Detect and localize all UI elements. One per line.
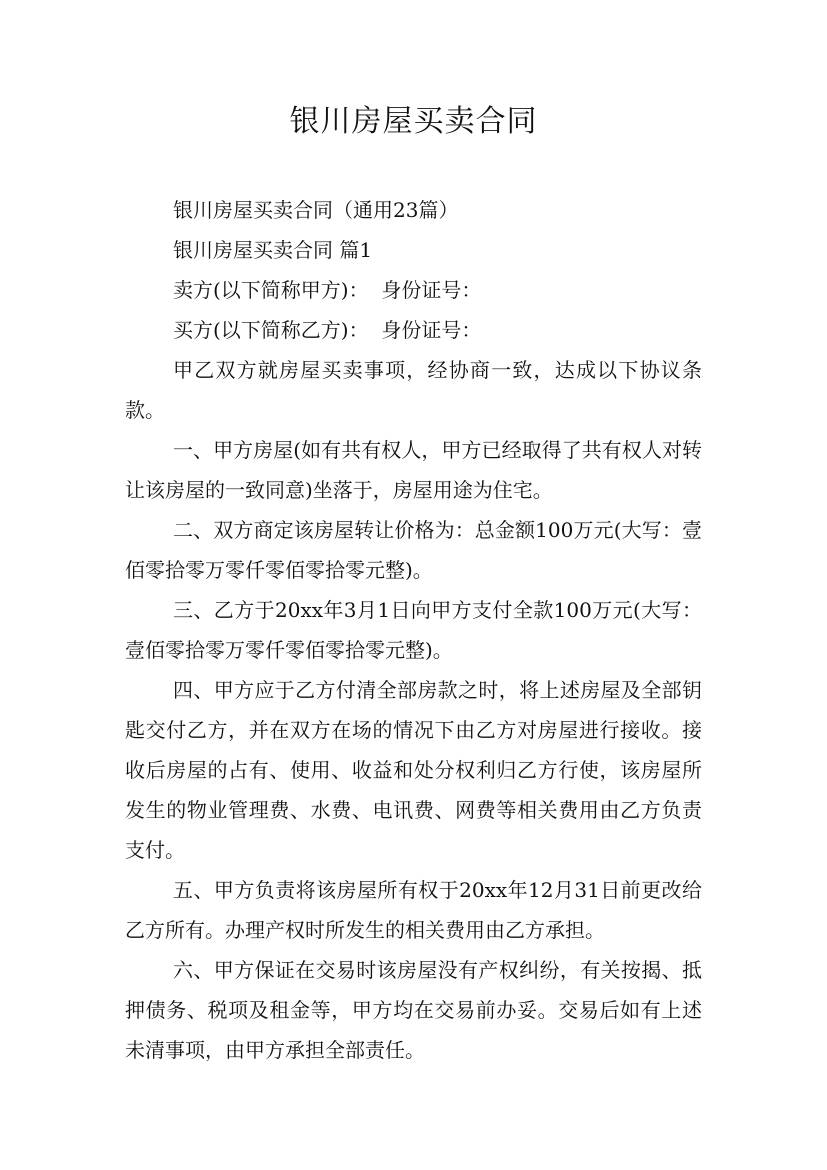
seller-line: 卖方(以下简称甲方)： 身份证号：	[173, 278, 482, 302]
paragraph-clause-5: 五、甲方负责将该房屋所有权于20xx年12月31日前更改给乙方所有。办理产权时所发生的相关费用由乙方承担。	[125, 878, 702, 942]
section-heading: 银川房屋买卖合同 篇1	[173, 238, 373, 262]
document-subtitle: 银川房屋买卖合同（通用23篇）	[173, 198, 459, 222]
paragraph-clause-3: 三、乙方于20xx年3月1日向甲方支付全款100万元(大写：壹佰零拾零万零仟零佰零拾零元整)。	[125, 598, 702, 662]
document-title: 银川房屋买卖合同	[289, 104, 538, 139]
document-body	[125, 190, 702, 1070]
buyer-line: 买方(以下简称乙方)： 身份证号：	[173, 318, 482, 342]
paragraph-clause-6: 六、甲方保证在交易时该房屋没有产权纠纷，有关按揭、抵押债务、税项及租金等，甲方均在交易前办妥。交易后如有上述未清事项，由甲方承担全部责任。	[125, 958, 702, 1062]
paragraph-clause-4: 四、甲方应于乙方付清全部房款之时，将上述房屋及全部钥匙交付乙方，并在双方在场的情况下由乙方对房屋进行接收。接收后房屋的占有、使用、收益和处分权利归乙方行使，该房屋所发生的物业管理费、水费、电讯费、网费等相关费用由乙方负责支付。	[125, 678, 702, 862]
paragraph-intro: 甲乙双方就房屋买卖事项，经协商一致，达成以下协议条款。	[125, 358, 702, 422]
paragraph-clause-1: 一、甲方房屋(如有共有权人，甲方已经取得了共有权人对转让该房屋的一致同意)坐落于，房屋用途为住宅。	[125, 438, 702, 502]
paragraph-clause-2: 二、双方商定该房屋转让价格为：总金额100万元(大写：壹佰零拾零万零仟零佰零拾零元整)。	[125, 518, 702, 582]
